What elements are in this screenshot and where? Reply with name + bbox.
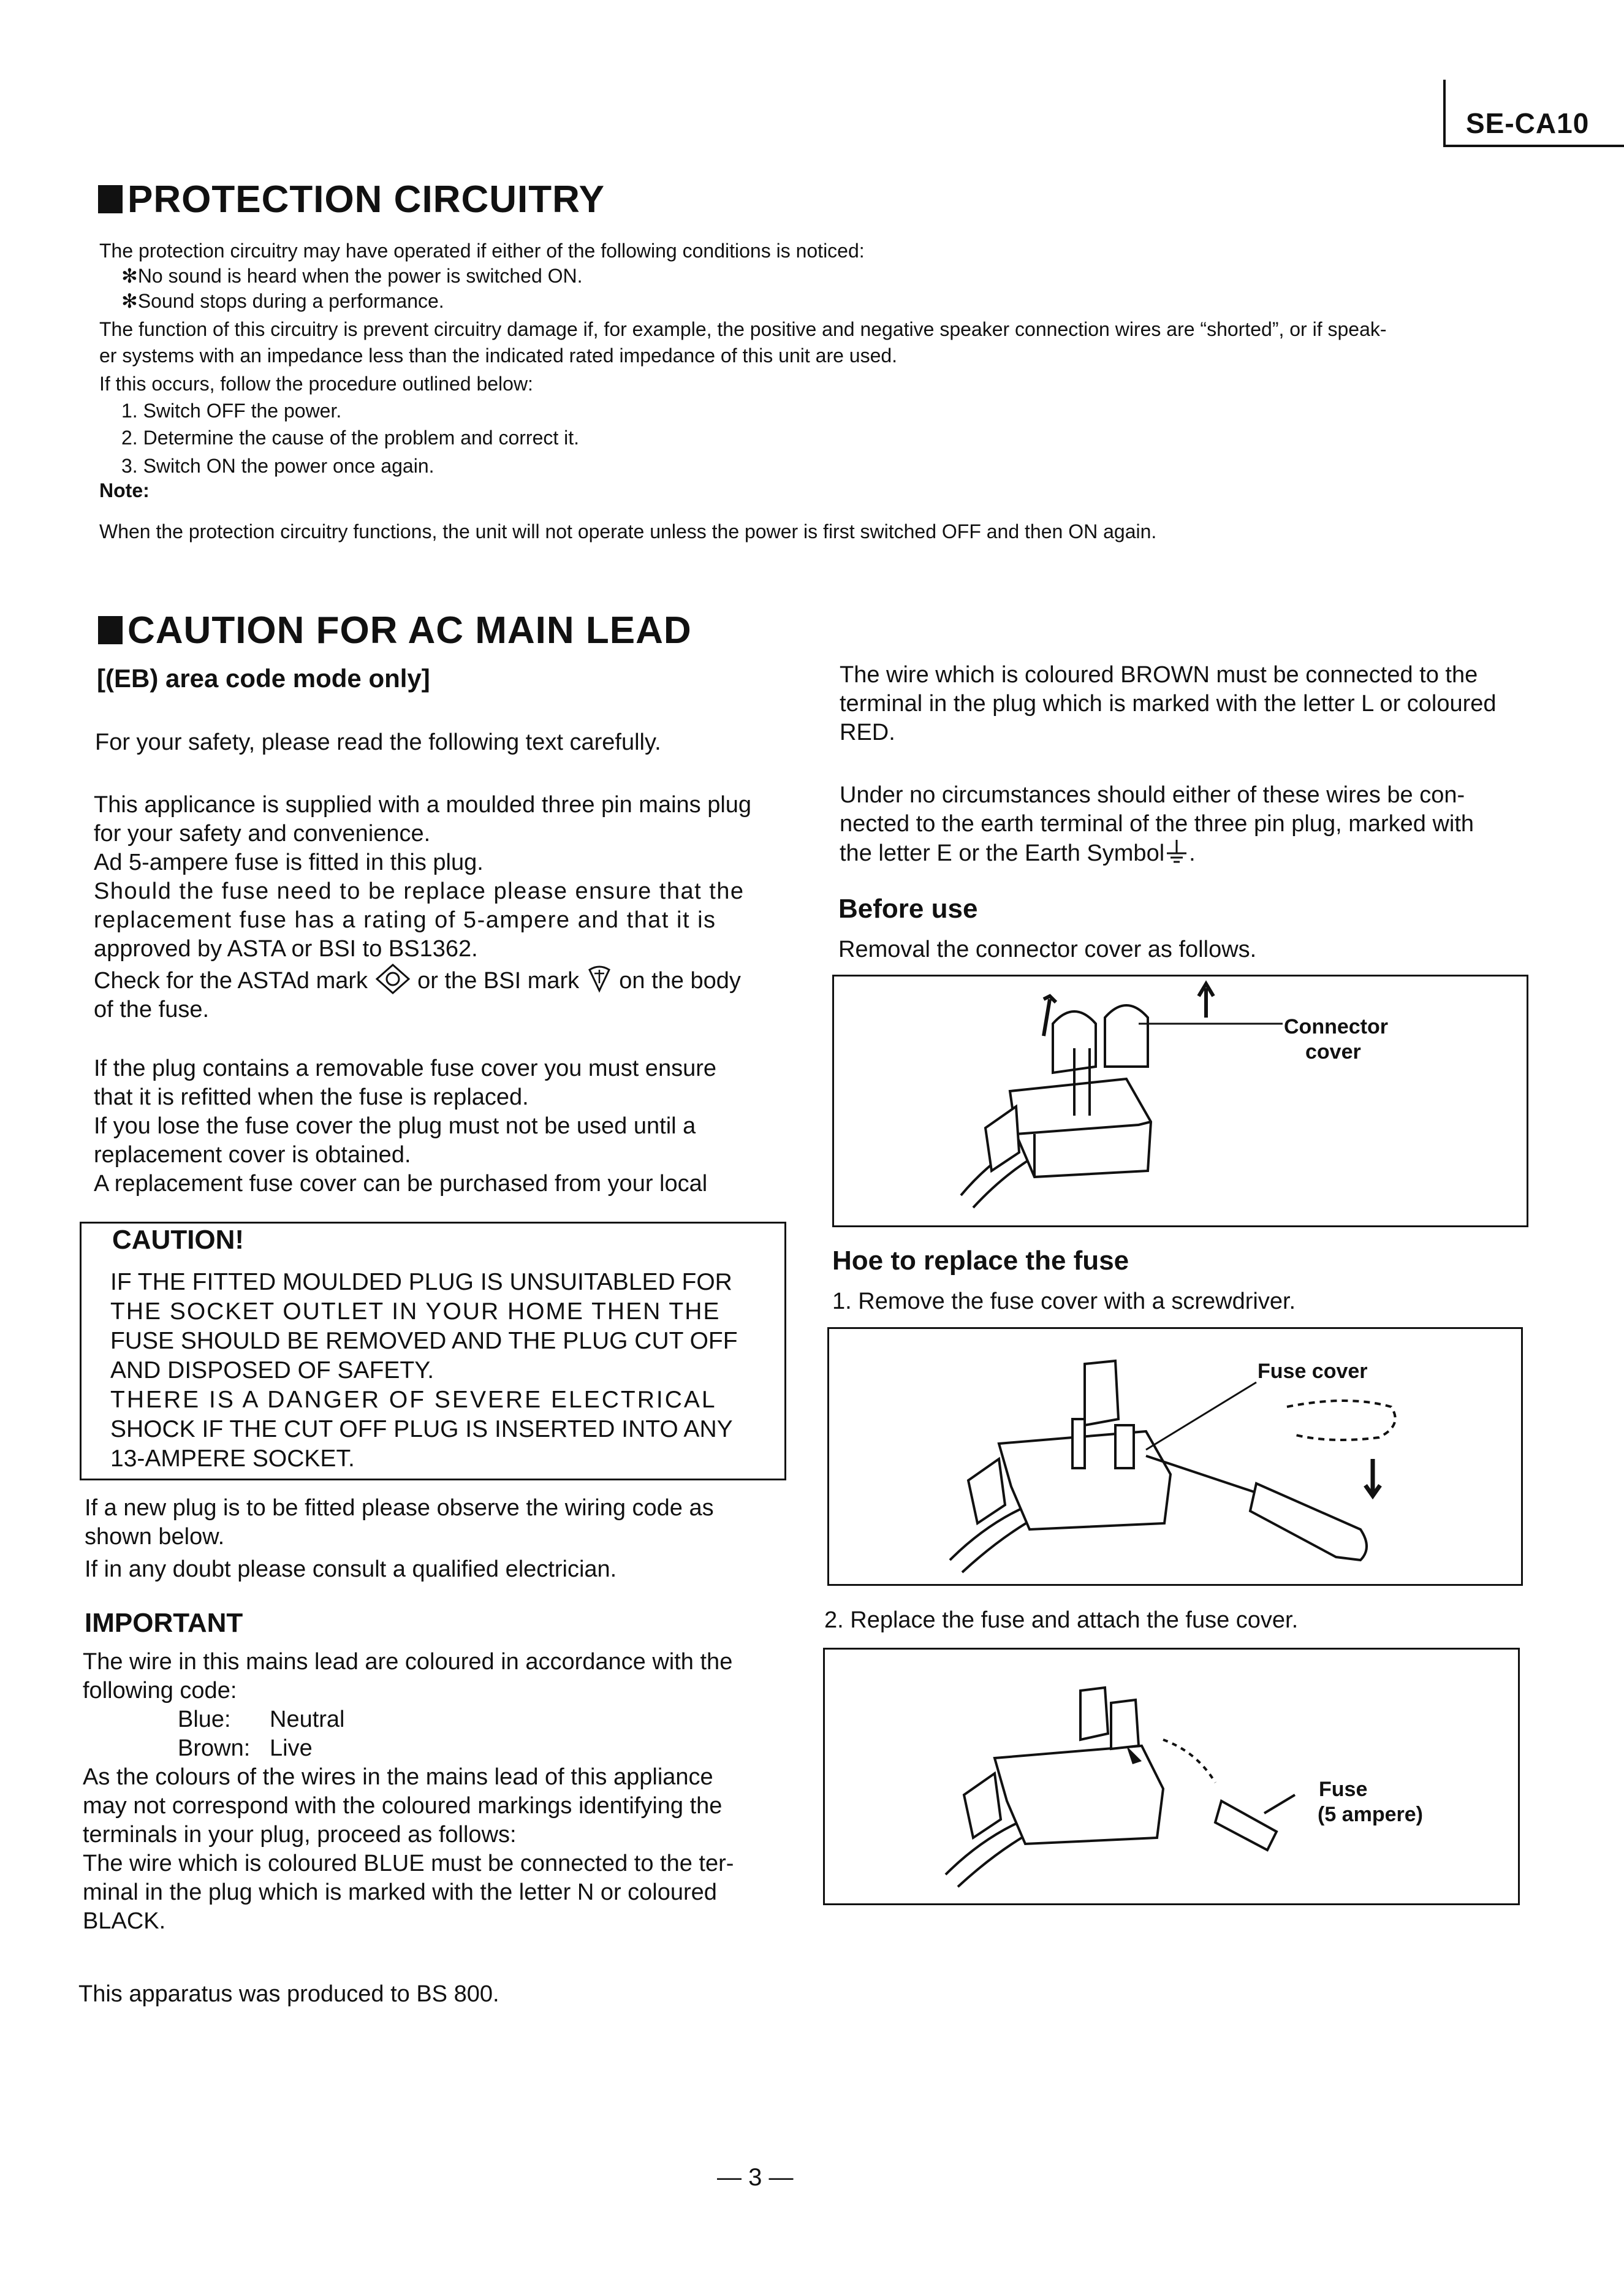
model-number: SE-CA10 bbox=[1466, 107, 1590, 139]
caution-line: THE SOCKET OUTLET IN YOUR HOME THEN THE bbox=[110, 1298, 721, 1325]
earth-line-text: the letter E or the Earth Symbol bbox=[840, 840, 1165, 866]
replace-step-2: 2. Replace the fuse and attach the fuse cover. bbox=[824, 1607, 1299, 1633]
brown-wire-line: terminal in the plug which is marked with the letter L or coloured bbox=[840, 691, 1497, 717]
protection-note-text: When the protection circuitry functions, the unit will not operate unless the power is first switched OFF and then ON again. bbox=[99, 520, 1157, 543]
protection-step-3: 3. Switch ON the power once again. bbox=[121, 455, 434, 477]
fuse-label: Fuse bbox=[1319, 1778, 1368, 1801]
fuse-cover-line: If the plug contains a removable fuse cover you must ensure bbox=[94, 1056, 716, 1081]
important-line: BLACK. bbox=[83, 1908, 166, 1934]
safety-text: For your safety, please read the following text carefully. bbox=[95, 729, 661, 755]
caution-line: AND DISPOSED OF SAFETY. bbox=[110, 1357, 434, 1384]
fuse-cover-paragraph bbox=[94, 1054, 716, 1198]
protection-function-line-2: er systems with an impedance less than the indicated rated impedance of this unit are used. bbox=[99, 345, 898, 367]
marks-text: Check for the ASTAd mark bbox=[94, 968, 368, 994]
protection-heading: PROTECTION CIRCUITRY bbox=[98, 178, 605, 221]
marks-line bbox=[94, 964, 751, 996]
important-paragraph bbox=[83, 1648, 734, 1936]
caution-box-text bbox=[110, 1268, 738, 1474]
brown-wire-line: RED. bbox=[840, 720, 895, 745]
heading-square-icon bbox=[98, 616, 123, 644]
new-plug-line: shown below. bbox=[85, 1524, 225, 1550]
fuse-cover-line: A replacement fuse cover can be purchased from your local bbox=[94, 1171, 708, 1197]
earth-line: nected to the earth terminal of the three pin plug, marked with bbox=[840, 811, 1474, 837]
replace-fuse-title: Hoe to replace the fuse bbox=[832, 1246, 1129, 1276]
important-line: The wire which is coloured BLUE must be connected to the ter- bbox=[83, 1851, 734, 1876]
plug-paragraph bbox=[94, 791, 751, 1024]
caution-box-title: CAUTION! bbox=[112, 1225, 245, 1255]
protection-step-1: 1. Switch OFF the power. bbox=[121, 400, 342, 422]
asta-mark-icon bbox=[374, 964, 411, 994]
fuse-cover-line: that it is refitted when the fuse is replaced. bbox=[94, 1084, 529, 1110]
new-plug-paragraph bbox=[85, 1494, 714, 1584]
fuse-cover-label: Fuse cover bbox=[1258, 1360, 1368, 1383]
new-plug-line: If a new plug is to be fitted please observe the wiring code as bbox=[85, 1495, 714, 1521]
fuse-cover-line: If you lose the fuse cover the plug must not be used until a bbox=[94, 1113, 696, 1139]
caution-line: IF THE FITTED MOULDED PLUG IS UNSUITABLED FOR bbox=[110, 1269, 732, 1295]
plug-line: for your safety and convenience. bbox=[94, 821, 431, 847]
marks-text: on the body bbox=[619, 968, 741, 994]
important-line: As the colours of the wires in the mains lead of this appliance bbox=[83, 1764, 713, 1790]
area-code-subheading: [(EB) area code mode only] bbox=[97, 664, 430, 693]
earth-symbol-icon bbox=[1164, 839, 1189, 864]
wire-code-value: Neutral bbox=[270, 1707, 345, 1732]
brown-wire-line: The wire which is coloured BROWN must be connected to the bbox=[840, 662, 1478, 688]
protection-function-line-1: The function of this circuitry is prevent circuitry damage if, for example, the positive and negative speaker connection wires are “shorted”, or if speak- bbox=[99, 318, 1387, 340]
fuse-rating-label: (5 ampere) bbox=[1318, 1803, 1423, 1826]
replace-step-1: 1. Remove the fuse cover with a screwdriver. bbox=[832, 1289, 1296, 1314]
before-use-title: Before use bbox=[838, 894, 978, 924]
caution-line: FUSE SHOULD BE REMOVED AND THE PLUG CUT OFF bbox=[110, 1328, 738, 1354]
wire-code-value: Live bbox=[270, 1735, 313, 1761]
bsi-kitemark-icon bbox=[586, 964, 613, 993]
connector-label: Connector bbox=[1284, 1015, 1388, 1038]
marks-text: or the BSI mark bbox=[417, 968, 580, 994]
fuse-illustration bbox=[823, 1648, 1520, 1905]
wire-code-label: Brown: bbox=[178, 1735, 251, 1761]
protection-bullet-1: ✻No sound is heard when the power is switched ON. bbox=[121, 265, 583, 287]
important-title: IMPORTANT bbox=[85, 1608, 243, 1638]
screwdriver-illustration bbox=[827, 1327, 1523, 1586]
plug-line: This applicance is supplied with a moulded three pin mains plug bbox=[94, 792, 752, 818]
brown-wire-paragraph bbox=[840, 661, 1497, 747]
new-plug-line: If in any doubt please consult a qualified electrician. bbox=[85, 1556, 617, 1582]
cover-label: cover bbox=[1305, 1040, 1361, 1064]
fuse-cover-line: replacement cover is obtained. bbox=[94, 1142, 411, 1168]
caution-line: THERE IS A DANGER OF SEVERE ELECTRICAL bbox=[110, 1387, 717, 1413]
plug-line: Ad 5-ampere fuse is fitted in this plug. bbox=[94, 850, 484, 875]
protection-intro: The protection circuitry may have operated if either of the following conditions is noticed: bbox=[99, 240, 865, 262]
protection-note-label: Note: bbox=[99, 479, 150, 501]
plug-line: approved by ASTA or BSI to BS1362. bbox=[94, 936, 478, 962]
earth-line-end: . bbox=[1189, 840, 1196, 866]
bs800-text: This apparatus was produced to BS 800. bbox=[78, 1981, 499, 2007]
earth-line: Under no circumstances should either of these wires be con- bbox=[840, 782, 1465, 808]
plug-connector-illustration bbox=[832, 975, 1528, 1227]
important-line: may not correspond with the coloured markings identifying the bbox=[83, 1793, 723, 1819]
plug-line: of the fuse. bbox=[94, 997, 210, 1022]
important-line: following code: bbox=[83, 1678, 237, 1704]
important-line: terminals in your plug, proceed as follows: bbox=[83, 1822, 517, 1848]
important-line: minal in the plug which is marked with the letter N or coloured bbox=[83, 1879, 717, 1905]
plug-line: Should the fuse need to be replace please ensure that the bbox=[94, 878, 745, 904]
page-number: — 3 — bbox=[717, 2164, 794, 2191]
earth-symbol-line bbox=[840, 839, 1474, 868]
wire-code-label: Blue: bbox=[178, 1707, 231, 1732]
caution-lead-heading: CAUTION FOR AC MAIN LEAD bbox=[98, 609, 692, 652]
wire-code-brown bbox=[83, 1734, 734, 1763]
important-line: The wire in this mains lead are coloured in accordance with the bbox=[83, 1649, 733, 1675]
plug-line: replacement fuse has a rating of 5-ampere and that it is bbox=[94, 907, 716, 933]
protection-procedure-intro: If this occurs, follow the procedure outlined below: bbox=[99, 373, 533, 395]
heading-square-icon bbox=[98, 185, 123, 213]
caution-line: 13-AMPERE SOCKET. bbox=[110, 1445, 355, 1472]
before-use-text: Removal the connector cover as follows. bbox=[838, 937, 1257, 962]
protection-bullet-2: ✻Sound stops during a performance. bbox=[121, 290, 444, 312]
earth-paragraph bbox=[840, 781, 1474, 868]
caution-line: SHOCK IF THE CUT OFF PLUG IS INSERTED INTO ANY bbox=[110, 1416, 733, 1442]
wire-code-blue bbox=[83, 1705, 734, 1734]
protection-step-2: 2. Determine the cause of the problem and correct it. bbox=[121, 427, 580, 449]
